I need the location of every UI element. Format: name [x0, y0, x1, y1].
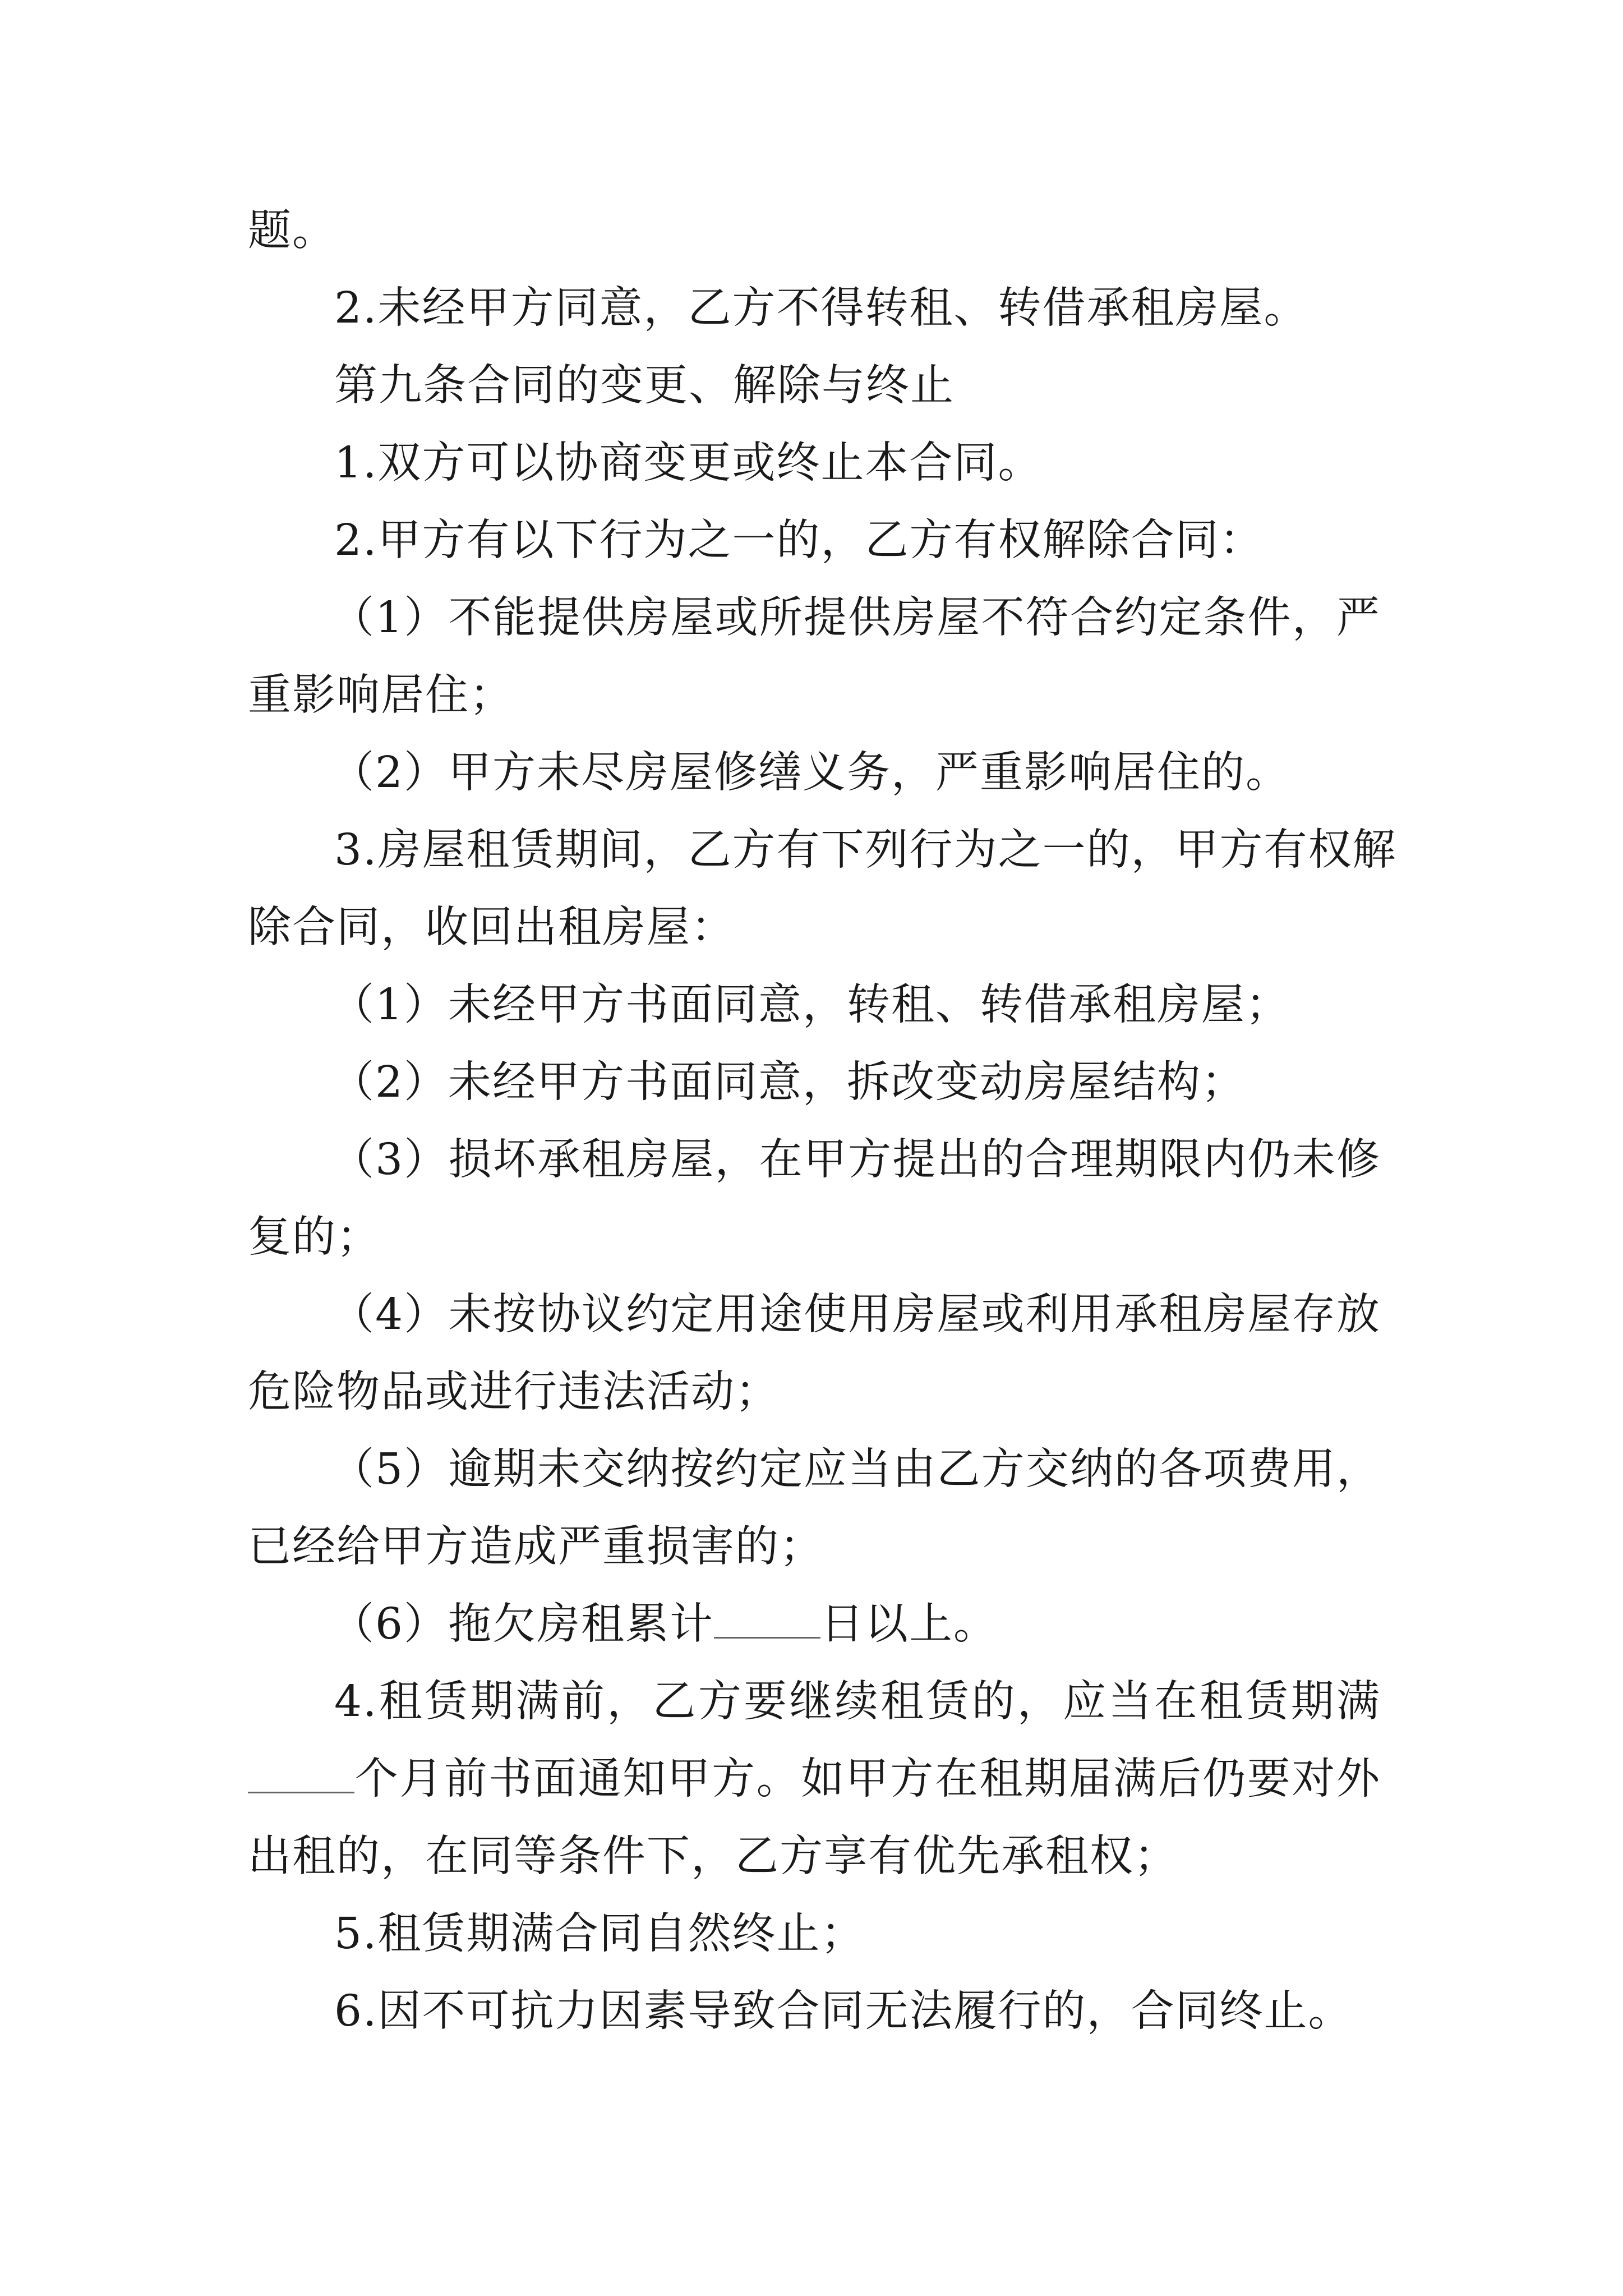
text-line: （1）未经甲方书面同意，转租、转借承租房屋；: [331, 980, 1290, 1030]
text-line: （1）不能提供房屋或所提供房屋不符合约定条件，严: [331, 593, 1381, 643]
text-line: 重影响居住；: [248, 670, 514, 720]
text-line: 已经给甲方造成严重损害的；: [248, 1522, 824, 1572]
text-line: 6.因不可抗力因素导致合同无法履行的，合同终止。: [334, 1986, 1353, 2036]
text-line-with-blank: [248, 1751, 1381, 1807]
text-line: 除合同，收回出租房屋：: [248, 903, 735, 953]
fill-in-blank: [248, 1755, 354, 1793]
text-line: （2）未经甲方书面同意，拆改变动房屋结构；: [331, 1057, 1246, 1107]
text-fragment: （6）拖欠房租累计: [331, 1599, 714, 1649]
text-line: （5）逾期未交纳按约定应当由乙方交纳的各项费用，: [331, 1444, 1381, 1494]
text-line: 3.房屋租赁期间，乙方有下列行为之一的，甲方有权解: [334, 825, 1397, 875]
text-line: 出租的，在同等条件下，乙方享有优先承租权；: [248, 1832, 1178, 1881]
text-line: 题。: [248, 206, 336, 256]
text-line: 1.双方可以协商变更或终止本合同。: [334, 438, 1043, 488]
text-line: 2.甲方有以下行为之一的，乙方有权解除合同：: [334, 516, 1264, 565]
text-line: 危险物品或进行违法活动；: [248, 1367, 780, 1417]
text-line: （4）未按协议约定用途使用房屋或利用承租房屋存放: [331, 1290, 1381, 1340]
text-line: 复的；: [248, 1212, 381, 1262]
text-line: （2）甲方未尽房屋修缮义务，严重影响居住的。: [331, 748, 1290, 798]
text-fragment: 个月前书面通知甲方。如甲方在租期届满后仍要对外: [354, 1754, 1381, 1804]
text-line: 5.租赁期满合同自然终止；: [334, 1909, 865, 1959]
section-heading: 第九条合同的变更、解除与终止: [334, 361, 955, 411]
text-fragment: 日以上。: [820, 1599, 998, 1649]
text-line: （3）损坏承租房屋，在甲方提出的合理期限内仍未修: [331, 1135, 1381, 1185]
fill-in-blank: [714, 1600, 820, 1639]
text-line: 2.未经甲方同意，乙方不得转租、转借承租房屋。: [334, 283, 1308, 333]
text-line: 4.租赁期满前，乙方要继续租赁的，应当在租赁期满: [334, 1677, 1381, 1727]
text-line-with-blank: [331, 1596, 1381, 1653]
